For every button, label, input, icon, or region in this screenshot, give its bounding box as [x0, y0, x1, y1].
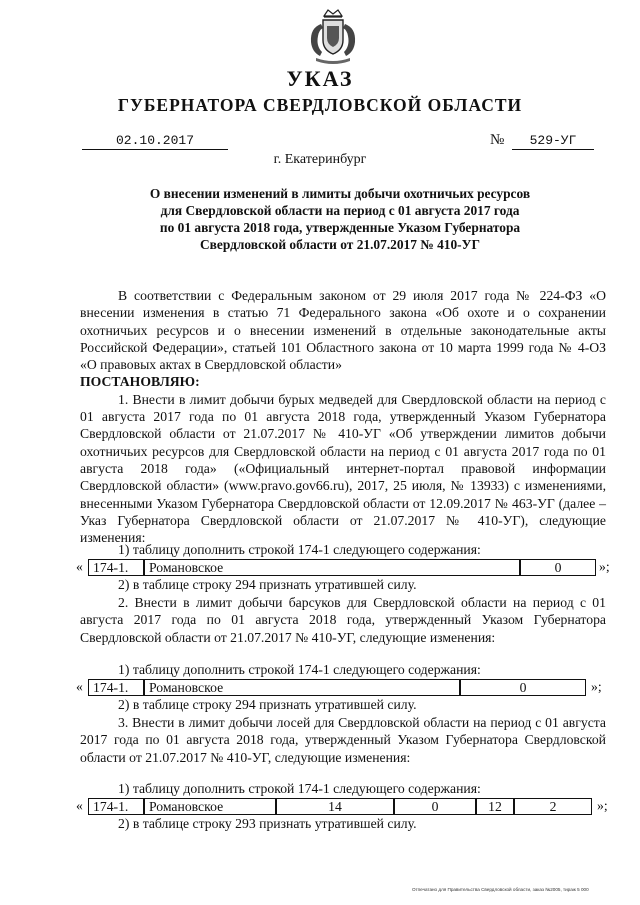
row-number-cell: 174-1. — [88, 679, 144, 696]
row-name-cell: Романовское — [144, 559, 520, 576]
open-quote: « — [76, 679, 83, 694]
subject-line: для Свердловской области на период с 01 августа 2017 года — [160, 203, 520, 218]
body-block-3 — [80, 714, 606, 766]
item-1-sub-2: 2) в таблице строку 294 признать утратившей силу. — [118, 577, 417, 592]
number-label: № — [490, 132, 505, 148]
item-2-paragraph: 2. Внести в лимит добычи барсуков для Свердловской области на период с 01 августа 2017 года по 01 августа 2018 года, утвержденный Указом Губернатора Свердловской области от 21.07.2017 № 410-УГ, следующие изменения: — [80, 595, 606, 645]
item-1-paragraph: 1. Внести в лимит добычи бурых медведей для Свердловской области на период с 01 августа 2017 года по 01 августа 2018 года, утвержденный Указом Губернатора Свердловской области от 21.07.2017 № 410-УГ «Об утверждении лимитов добычи охотничьих ресурсов для Свердловской области на период с 01 августа 2017 года по 01 августа 2018 года» («Официальный интернет-портал правовой информации Свердловской области» (www.pravo.gov66.ru), 2017, 25 июля, № 13933) с изменениями, внесенными Указом Губернатора Свердловской области от 12.09.2017 № 463-УГ (далее – Указ Губернатора Свердловской области от 21.07.2017 № 410-УГ), следующие изменения: — [80, 391, 606, 546]
decree-word: ПОСТАНОВЛЯЮ: — [80, 374, 200, 390]
close-quote: »; — [597, 798, 608, 813]
open-quote: « — [76, 559, 83, 574]
coat-of-arms-icon — [302, 6, 364, 68]
body-block-2 — [80, 594, 606, 646]
item-1-sub-1: 1) таблицу дополнить строкой 174-1 следующего содержания: — [118, 542, 481, 557]
row-number-cell: 174-1. — [88, 798, 144, 815]
row-name-cell: Романовское — [144, 798, 276, 815]
document-date: 02.10.2017 — [82, 133, 228, 150]
document-number: 529-УГ — [512, 133, 594, 150]
close-quote: »; — [591, 679, 602, 694]
row-value-cell: 0 — [460, 679, 586, 696]
open-quote: « — [76, 798, 83, 813]
item-2-table-row — [76, 679, 616, 697]
row-name-cell: Романовское — [144, 679, 460, 696]
item-3-table-row — [76, 798, 616, 816]
row-value-cell-2: 0 — [394, 798, 476, 815]
document-title: УКАЗ — [286, 66, 354, 91]
item-3-sub-1: 1) таблицу дополнить строкой 174-1 следующего содержания: — [118, 781, 481, 796]
document-city: г. Екатеринбург — [273, 152, 367, 167]
row-value-cell-3: 12 — [476, 798, 514, 815]
body-block-1 — [80, 287, 606, 546]
item-2-sub-1: 1) таблицу дополнить строкой 174-1 следующего содержания: — [118, 662, 481, 677]
item-1-table-row — [76, 559, 616, 577]
document-subject — [120, 185, 560, 253]
subject-line: Свердловской области от 21.07.2017 № 410-УГ — [200, 237, 480, 252]
document-subtitle: ГУБЕРНАТОРА СВЕРДЛОВСКОЙ ОБЛАСТИ — [117, 95, 523, 115]
subject-line: О внесении изменений в лимиты добычи охотничьих ресурсов — [149, 186, 531, 201]
row-value-cell-1: 14 — [276, 798, 394, 815]
print-footer: Отпечатано для Правительства Свердловской области, заказ №2005, тираж 5 000 — [412, 887, 589, 892]
row-value-cell-4: 2 — [514, 798, 592, 815]
item-2-sub-2: 2) в таблице строку 294 признать утратившей силу. — [118, 697, 417, 712]
item-3-sub-2: 2) в таблице строку 293 признать утратившей силу. — [118, 816, 417, 831]
subject-line: по 01 августа 2018 года, утвержденные Указом Губернатора — [159, 220, 521, 235]
row-number-cell: 174-1. — [88, 559, 144, 576]
item-3-paragraph: 3. Внести в лимит добычи лосей для Свердловской области на период с 01 августа 2017 года по 01 августа 2018 года, утвержденный Указом Губернатора Свердловской области от 21.07.2017 № 410-УГ, следующие изменения: — [80, 715, 606, 765]
preamble-paragraph: В соответствии с Федеральным законом от 29 июля 2017 года № 224-ФЗ «О внесении изменения в статью 71 Федерального закона «Об охоте и о сохранении охотничьих ресурсов и о внесении изменений в отдельные законодательные акты Российской Федерации», статьей 101 Областного закона от 10 марта 1999 года № 4-ОЗ «О правовых актах в Свердловской области» — [80, 288, 606, 373]
row-value-cell: 0 — [520, 559, 596, 576]
close-quote: »; — [599, 559, 610, 574]
